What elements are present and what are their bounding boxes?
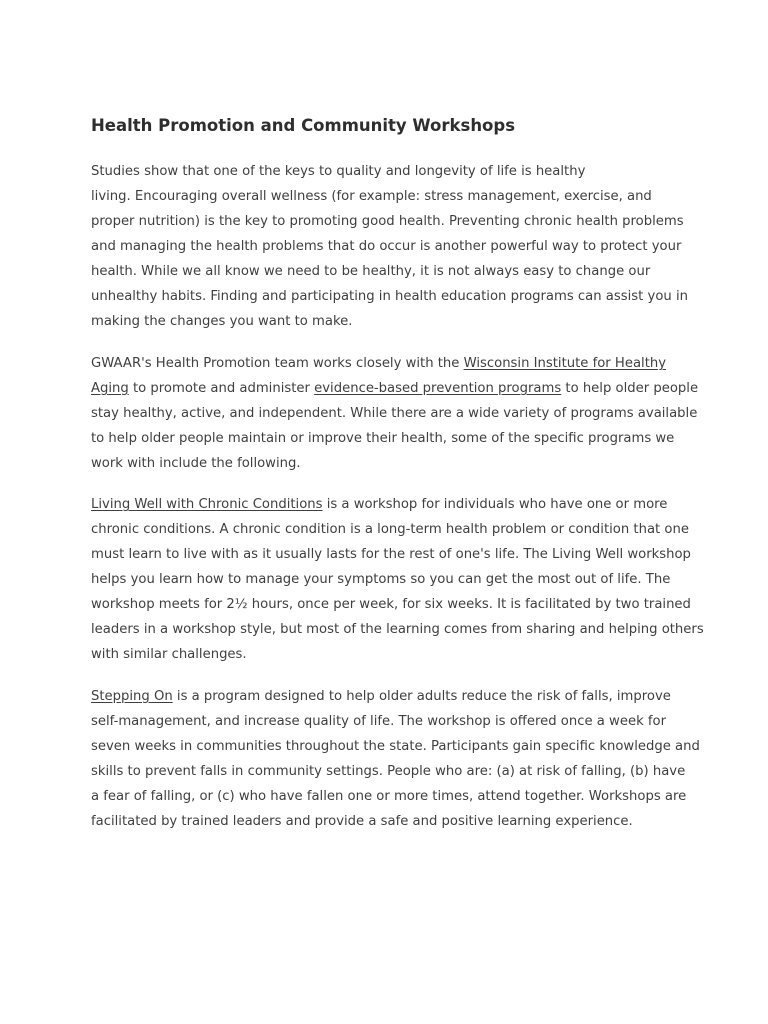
text-line: [91, 492, 704, 517]
wisconsin-institute-link-continued[interactable]: Aging: [91, 381, 129, 396]
text-line: a fear of falling, or (c) who have fallen one or more times, attend together. Workshops are: [91, 789, 687, 804]
text-line: skills to prevent falls in community settings. People who are: (a) at risk of falling, (b) have: [91, 764, 686, 779]
text-line: work with include the following.: [91, 456, 301, 471]
text-line: facilitated by trained leaders and provide a safe and positive learning experience.: [91, 814, 633, 829]
text-line: helps you learn how to manage your symptoms so you can get the most out of life. The: [91, 572, 671, 587]
text-line: health. While we all know we need to be healthy, it is not always easy to change our: [91, 264, 651, 279]
stepping-on-paragraph: [91, 684, 700, 834]
text-line: unhealthy habits. Finding and participating in health education programs can assist you in: [91, 289, 688, 304]
living-well-paragraph: [91, 492, 704, 667]
text-line: self-management, and increase quality of life. The workshop is offered once a week for: [91, 714, 667, 729]
text-line: and managing the health problems that do occur is another powerful way to protect your: [91, 239, 682, 254]
text-line: with similar challenges.: [91, 647, 247, 662]
wisconsin-institute-link[interactable]: Wisconsin Institute for Healthy: [463, 356, 667, 371]
text-line: Studies show that one of the keys to quality and longevity of life is healthy: [91, 164, 586, 179]
gwaar-paragraph: [91, 351, 698, 476]
text-line: must learn to live with as it usually lasts for the rest of one's life. The Living Well workshop: [91, 547, 691, 562]
stepping-on-link[interactable]: Stepping On: [91, 689, 173, 704]
text-line: workshop meets for 2½ hours, once per week, for six weeks. It is facilitated by two trained: [91, 597, 691, 612]
text-segment: to promote and administer: [128, 381, 315, 396]
text-line: leaders in a workshop style, but most of the learning comes from sharing and helping others: [91, 622, 704, 637]
living-well-link[interactable]: Living Well with Chronic Conditions: [91, 497, 323, 512]
text-segment: to help older people: [561, 381, 699, 396]
text-segment: is a program designed to help older adults reduce the risk of falls, improve: [172, 689, 671, 704]
text-line: stay healthy, active, and independent. While there are a wide variety of programs available: [91, 406, 698, 421]
text-segment: GWAAR's Health Promotion team works closely with the: [91, 356, 464, 371]
page-title: Health Promotion and Community Workshops: [91, 116, 516, 135]
text-line: proper nutrition) is the key to promoting good health. Preventing chronic health problems: [91, 214, 684, 229]
text-line: chronic conditions. A chronic condition is a long-term health problem or condition that one: [91, 522, 689, 537]
text-line: making the changes you want to make.: [91, 314, 353, 329]
text-line: [91, 351, 698, 376]
intro-paragraph: [91, 159, 688, 334]
text-line: to help older people maintain or improve their health, some of the specific programs we: [91, 431, 675, 446]
evidence-based-programs-link[interactable]: evidence-based prevention programs: [314, 381, 562, 396]
text-line: [91, 684, 700, 709]
text-line: living. Encouraging overall wellness (for example: stress management, exercise, and: [91, 189, 652, 204]
text-segment: is a workshop for individuals who have one or more: [322, 497, 668, 512]
text-line: [91, 376, 698, 401]
text-line: seven weeks in communities throughout the state. Participants gain specific knowledge and: [91, 739, 700, 754]
